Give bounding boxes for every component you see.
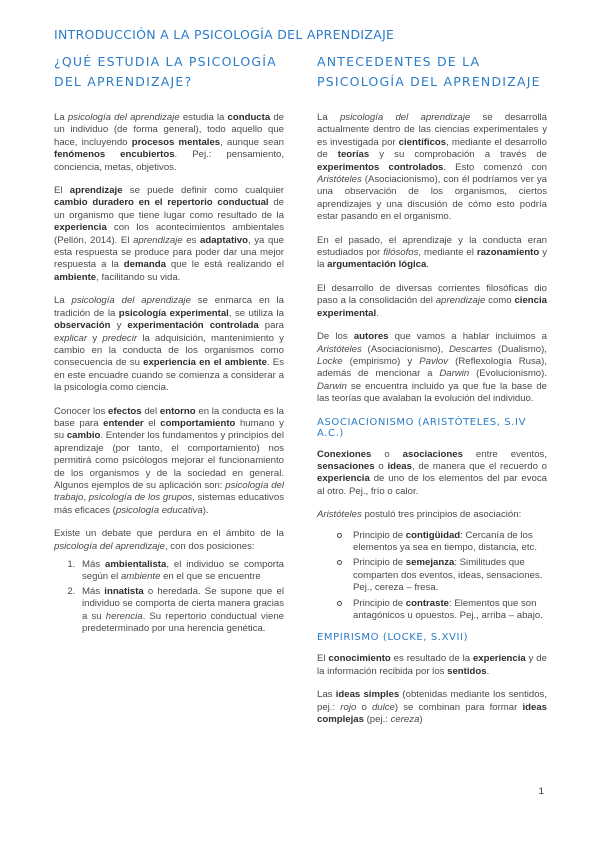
principles-list [317, 530, 547, 623]
paragraph-debate: Existe un debate que perdura en el ámbito de la psicología del aprendizaje, con dos posiciones: [54, 528, 284, 552]
bullet-circle-icon [337, 560, 342, 565]
list-item: Principio de contraste: Elementos que son antagónicos u opuestos. Pej., arriba – abajo. [337, 598, 547, 623]
list-item: 2. Más innatista o heredada. Se supone que el individuo se comporta de cierta manera gracias a su herencia. Su repertorio conductual viene predeterminado por una herencia genética. [78, 586, 284, 636]
list-item: Principio de contigüidad: Cercanía de los elementos ya sea en tiempo, distancia, etc. [337, 530, 547, 555]
paragraph-consolidation: El desarrollo de diversas corrientes filosóficas dio paso a la consolidación del aprendizaje como ciencia experimental. [317, 282, 548, 319]
paragraph-authors: De los autores que vamos a hablar incluimos a Aristóteles (Asociacionismo), Descartes (Dualismo), Locke (empirismo) y Pavlov (Reflexología Rusa), además de mencionar a Darwin (Evolucionismo). Darwin se encuentra incluido ya que fue la base de las teorías que avalaban la evolución del individuo. [317, 331, 548, 405]
section-heading-antecedents: ANTECEDENTES DE LA PSICOLOGÍA DEL APRENDIZAJE [317, 54, 541, 89]
page-number: 1 [538, 786, 544, 797]
paragraph-principles-intro: Aristóteles postuló tres principios de asociación: [317, 509, 522, 521]
debate-positions-list [54, 559, 284, 635]
paragraph-knowledge: El conocimiento es resultado de la experiencia y de la información recibida por los sentidos. [317, 653, 547, 677]
page-title: INTRODUCCIÓN A LA PSICOLOGÍA DEL APRENDIZAJE [54, 27, 395, 42]
bullet-circle-icon [337, 601, 342, 606]
paragraph-definition: La psicología del aprendizaje estudia la conducta de un individuo (de forma general), todo aquello que hace, incluyendo procesos mentales, aunque sean fenómenos encubiertos. Pej.: pensamiento, conciencia, metas, objetivos. [54, 112, 284, 173]
left-column [54, 52, 284, 637]
bullet-circle-icon [337, 533, 342, 538]
paragraph-experimental: La psicología del aprendizaje se enmarca en la tradición de la psicología experimental, se utiliza la observación y experimentación controlada para explicar y predecir la adquisición, mantenimiento y cambio en la conducta de los organismos como consecuencia de su experiencia en el ambiente. Es en este encuadre cuando se comienza a considerar a la psicología como ciencia. [54, 295, 285, 394]
list-item: 1. Más ambientalista, el individuo se comporta según el ambiente en el que se encuentre [78, 559, 284, 584]
right-column [317, 52, 547, 737]
subheading-associationism: ASOCIACIONISMO (ARISTÓTELES, S.IV A.C.) [317, 416, 527, 439]
subheading-empiricism: EMPIRISMO (LOCKE, S.XVII) [317, 632, 469, 644]
list-item: Principio de semejanza: Similitudes que comparten dos eventos, ideas, sensaciones. Pej., cereza – fresa. [337, 557, 547, 594]
paragraph-connections: Conexiones o asociaciones entre eventos, sensaciones o ideas, de manera que el recuerdo o experiencia de uno de los elementos del par evoca al otro. Pej., frío o calor. [317, 448, 548, 497]
paragraph-environment: Conocer los efectos del entorno en la conducta es la base para entender el comportamiento humano y su cambio. Entender los fundamentos y principios del aprendizaje (por tanto, el comportamiento) nos permitirá como psicólogos mejorar el funcionamiento de los organismos y de la sociedad en general. Algunos ejemplos de su aplicación son: psicología del trabajo, psicología de los grupos, sistemas educativos más eficaces (psicología educativa). [54, 405, 285, 516]
paragraph-learning: El aprendizaje se puede definir como cualquier cambio duradero en el repertorio conductual de un organismo que tiene lugar como resultado de la experiencia con los acontecimientos ambientales (Pellón, 2014). El aprendizaje es adaptativo, ya que esta respuesta se produce para poder dar una mejor respuesta a la demanda que le está realizando el ambiente, facilitando su vida. [54, 185, 285, 283]
paragraph-past: En el pasado, el aprendizaje y la conducta eran estudiados por filósofos, mediante el razonamiento y la argumentación lógica. [317, 234, 547, 271]
section-heading-what-studies: ¿QUÉ ESTUDIA LA PSICOLOGÍA DEL APRENDIZAJE? [54, 54, 277, 89]
paragraph-current: La psicología del aprendizaje se desarrolla actualmente dentro de las ciencias experimentales y es investigada por científicos, mediante el desarrollo de teorías y su comprobación a través de experimentos controlados. Esto comenzó con Aristóteles (Asociacionismo), con él podríamos ver ya una observación de los organismos, ciertos aprendizajes y una discusión de cómo esto podría estar pasando en el organismo. [317, 112, 547, 223]
paragraph-ideas: Las ideas simples (obtenidas mediante los sentidos, pej.: rojo o dulce) se combinan para formar ideas complejas (pej.: cereza) [317, 689, 548, 726]
